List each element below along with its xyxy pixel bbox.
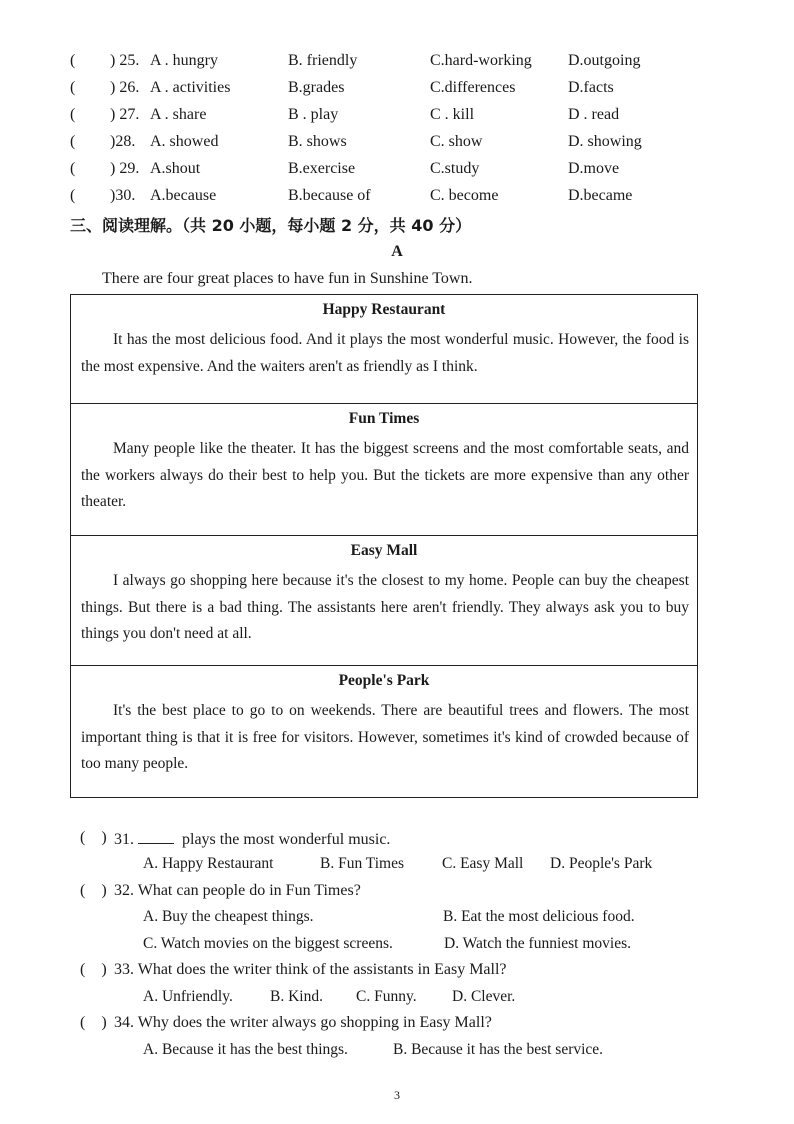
place-description: It has the most delicious food. And it plays the most wonderful music. However, the food is the most expensive. And the waiters aren't as friendly as I think. (81, 331, 689, 375)
option-a: A. Because it has the best things. (143, 1041, 348, 1058)
question-number: )30. (110, 187, 136, 204)
option-d: D. People's Park (550, 855, 653, 872)
option-d: D . read (568, 106, 620, 123)
answer-paren: ( (70, 133, 76, 150)
place-name: Easy Mall (350, 542, 418, 559)
option-d: D. showing (568, 133, 642, 150)
option-a: A. showed (150, 133, 219, 150)
question-text: 34. Why does the writer always go shopping in Easy Mall? (114, 1014, 492, 1031)
section-title: 三、阅读理解。（共 20 小题，每小题 2 分，共 40 分） (70, 216, 472, 235)
option-a: A.because (150, 187, 217, 204)
question-text: 33. What does the writer think of the assistants in Easy Mall? (114, 961, 507, 978)
place-name: Happy Restaurant (322, 301, 446, 318)
option-a: A.shout (150, 160, 201, 177)
answer-paren: ( (70, 79, 76, 96)
option-a: A . activities (150, 79, 231, 96)
option-a: A . hungry (150, 52, 218, 69)
answer-paren: ( ) (80, 961, 107, 978)
place-name: People's Park (338, 672, 430, 689)
answer-paren: ( (70, 160, 76, 177)
option-b: B. friendly (288, 52, 358, 69)
option-b: B. Fun Times (320, 855, 405, 872)
question-text: 32. What can people do in Fun Times? (114, 882, 361, 899)
option-c: C.study (430, 160, 480, 177)
cloze-row-28 (70, 133, 770, 159)
question-number: ) 27. (110, 106, 140, 123)
option-c: C. show (430, 133, 483, 150)
option-b: B. Because it has the best service. (393, 1041, 604, 1058)
option-b: B . play (288, 106, 339, 123)
cloze-row-27 (70, 106, 770, 132)
option-d: D.became (568, 187, 633, 204)
option-b: B. shows (288, 133, 347, 150)
option-b: B.exercise (288, 160, 356, 177)
option-a: A. Unfriendly. (143, 988, 233, 1005)
option-b: B.grades (288, 79, 345, 96)
option-c: C. become (430, 187, 499, 204)
option-a: A. Buy the cheapest things. (143, 908, 314, 925)
answer-paren: ( (70, 187, 76, 204)
option-d: D.facts (568, 79, 614, 96)
option-d: D.outgoing (568, 52, 641, 69)
answer-paren: ( ) (80, 1014, 107, 1031)
option-b: B. Eat the most delicious food. (443, 908, 635, 925)
option-c: C . kill (430, 106, 475, 123)
place-description: Many people like the theater. It has the biggest screens and the most comfortable seats, and the workers always do their best to help you. But the tickets are more expensive than any other theater. (81, 440, 689, 510)
page-number: 3 (394, 1088, 400, 1102)
option-d: D.move (568, 160, 620, 177)
option-b: B. Kind. (270, 988, 323, 1005)
option-d: D. Watch the funniest movies. (444, 935, 632, 952)
answer-paren: ( (70, 106, 76, 123)
option-c: C.differences (430, 79, 516, 96)
question-text: 31. plays the most wonderful music. (114, 831, 391, 848)
question-number: )28. (110, 133, 136, 150)
cloze-row-30 (70, 187, 770, 213)
option-c: C.hard-working (430, 52, 532, 69)
passage-intro: There are four great places to have fun in Sunshine Town. (102, 270, 473, 287)
place-description: I always go shopping here because it's the closest to my home. People can buy the cheapest things. But there is a bad thing. The assistants here aren't friendly. They always ask you to buy things you don't need at all. (81, 572, 689, 642)
option-d: D. Clever. (452, 988, 516, 1005)
option-b: B.because of (288, 187, 371, 204)
answer-paren: ( (70, 52, 76, 69)
cloze-row-25 (70, 52, 770, 78)
place-card-peoples-park (71, 665, 697, 797)
place-card-happy-restaurant (71, 295, 697, 403)
cloze-row-29 (70, 160, 770, 186)
question-number: ) 26. (110, 79, 140, 96)
question-number: ) 29. (110, 160, 140, 177)
place-description: It's the best place to go to on weekends. There are beautiful trees and flowers. The most important thing is that it is free for visitors. However, sometimes it's kind of crowded because of too many people. (81, 702, 689, 772)
cloze-row-26 (70, 79, 770, 105)
answer-paren: ( ) (80, 882, 107, 899)
place-card-easy-mall (71, 535, 697, 665)
option-c: C. Easy Mall (442, 855, 524, 872)
question-number: ) 25. (110, 52, 140, 69)
passage-label: A (391, 243, 403, 260)
answer-paren: ( ) (80, 829, 107, 846)
places-table (70, 294, 698, 798)
option-c: C. Watch movies on the biggest screens. (143, 935, 393, 952)
fill-blank (138, 829, 174, 844)
option-a: A. Happy Restaurant (143, 855, 274, 872)
option-c: C. Funny. (356, 988, 417, 1005)
option-a: A . share (150, 106, 207, 123)
place-card-fun-times (71, 403, 697, 535)
place-name: Fun Times (348, 410, 420, 427)
